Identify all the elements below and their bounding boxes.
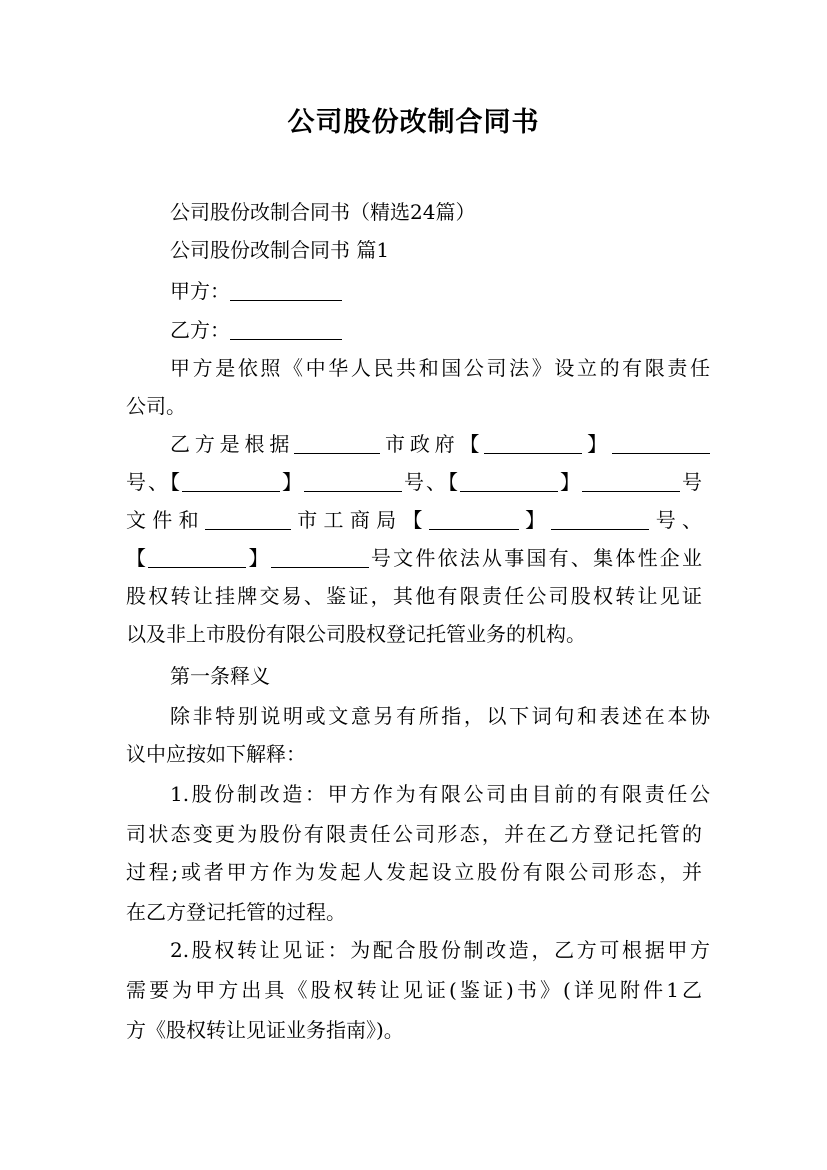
party-b-line (170, 311, 710, 349)
party-b-blank (230, 317, 342, 340)
text-run: 】 (582, 432, 613, 456)
paragraph-line (126, 539, 702, 577)
fill-blank (205, 507, 291, 530)
fill-blank (612, 431, 710, 454)
paragraph-line: 过程;或者甲方作为发起人发起设立股份有限公司形态，并 (126, 860, 702, 884)
paragraph-line: 司状态变更为股份有限责任公司形态，并在乙方登记托管的 (126, 822, 702, 846)
text-run: 号、【 (402, 470, 460, 494)
fill-blank (429, 507, 519, 530)
paragraph-line (170, 425, 710, 463)
text-run: 】 (280, 470, 304, 494)
party-a-line (170, 272, 710, 310)
fill-blank (582, 469, 680, 492)
text-run: 号、 (649, 508, 703, 532)
fill-blank (304, 469, 402, 492)
subtitle-line: 公司股份改制合同书（精选24篇） (170, 200, 476, 224)
text-run: 市政府【 (380, 432, 485, 456)
fill-blank (148, 545, 246, 568)
party-a-blank (230, 278, 342, 301)
paragraph-line: 以及非上市股份有限公司股权登记托管业务的机构。 (126, 622, 586, 646)
text-run: 【 (126, 546, 149, 570)
text-run: 】 (246, 546, 271, 570)
article-heading: 第一条释义 (170, 664, 270, 688)
fill-blank (294, 431, 380, 454)
party-a-label: 甲方： (170, 279, 230, 303)
paragraph-line: 在乙方登记托管的过程。 (126, 900, 346, 924)
fill-blank (271, 545, 369, 568)
fill-blank (460, 469, 558, 492)
text-run: 乙方是根据 (170, 432, 295, 456)
text-run: 市工商局【 (290, 508, 429, 532)
paragraph-line: 公司。 (126, 394, 186, 418)
text-run: 】 (558, 470, 582, 494)
paragraph-line: 股权转让挂牌交易、鉴证，其他有限责任公司股权转让见证 (126, 584, 702, 608)
fill-blank (182, 469, 280, 492)
paragraph-line: 议中应按如下解释： (126, 742, 306, 766)
paragraph-line: 需要为甲方出具《股权转让见证(鉴证)书》(详见附件1乙 (126, 978, 702, 1002)
paragraph-line: 甲方是依照《中华人民共和国公司法》设立的有限责任 (170, 356, 710, 380)
paragraph-line: 1.股份制改造：甲方作为有限公司由目前的有限责任公 (170, 782, 710, 806)
paragraph-line: 方《股权转让见证业务指南》)。 (126, 1018, 404, 1042)
paragraph-line (126, 463, 702, 501)
paragraph-line (126, 501, 702, 539)
section-heading: 公司股份改制合同书 篇1 (170, 238, 390, 262)
paragraph-line: 2.股权转让见证：为配合股份制改造，乙方可根据甲方 (170, 938, 710, 962)
fill-blank (484, 431, 582, 454)
text-run: 号 (680, 470, 702, 494)
document-title: 公司股份改制合同书 (287, 107, 540, 138)
party-b-label: 乙方： (170, 318, 230, 342)
paragraph-line: 除非特别说明或文意另有所指，以下词句和表述在本协 (170, 704, 710, 728)
text-run: 号文件依法从事国有、集体性企业 (368, 546, 703, 570)
text-run: 号、【 (126, 470, 182, 494)
fill-blank (551, 507, 649, 530)
text-run: 文件和 (126, 508, 205, 532)
text-run: 】 (518, 508, 552, 532)
